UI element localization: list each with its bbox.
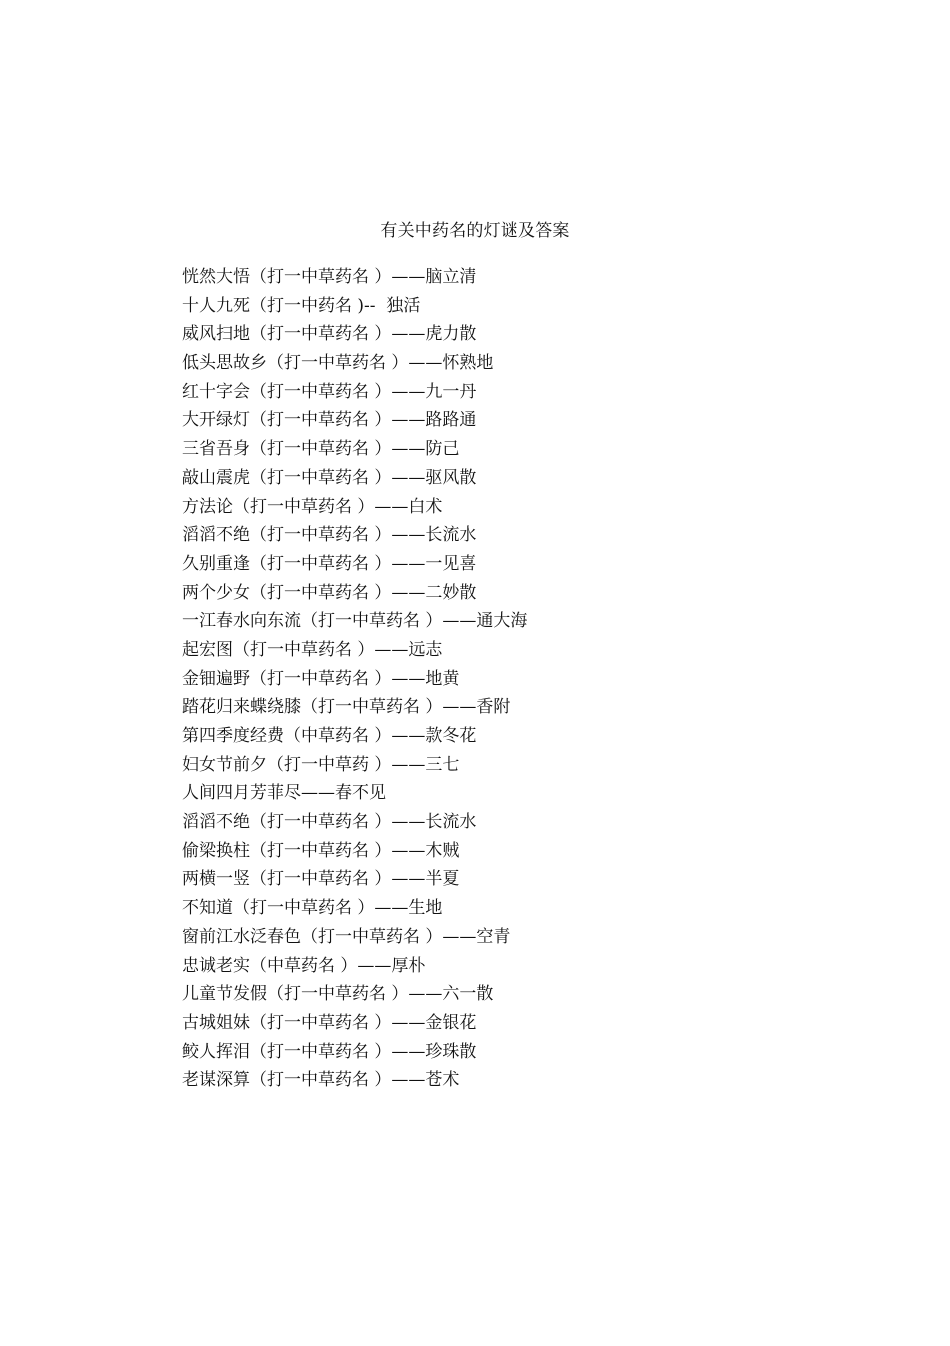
- riddle-line: 敲山震虎（打一中草药名 ）——驱风散: [182, 467, 477, 488]
- riddle-line: 偷梁换柱（打一中草药名 ）——木贼: [182, 840, 460, 861]
- riddle-line: 鲛人挥泪（打一中草药名 ）——珍珠散: [182, 1041, 477, 1062]
- riddle-line: 恍然大悟（打一中草药名 ）——脑立清: [182, 267, 477, 287]
- riddle-line: 人间四月芳菲尽——春不见: [182, 783, 386, 804]
- riddle-line: 老谋深算（打一中草药名 ）——苍术: [182, 1070, 460, 1091]
- riddle-line: 儿童节发假（打一中草药名 ）——六一散: [182, 984, 494, 1005]
- riddle-list: [182, 265, 742, 1097]
- riddle-line: 一江春水向东流（打一中草药名 ）——通大海: [182, 611, 528, 632]
- riddle-line: 忠诚老实（中草药名 ）——厚朴: [182, 955, 426, 976]
- riddle-line: 踏花归来蝶绕膝（打一中草药名 ）——香附: [182, 697, 511, 718]
- riddle-line: 第四季度经费（中草药名 ）——款冬花: [182, 726, 477, 746]
- riddle-line: 起宏图（打一中草药名 ）——远志: [182, 639, 443, 660]
- riddle-line: 久别重逢（打一中草药名 ）——一见喜: [182, 553, 477, 574]
- riddle-line: 滔滔不绝（打一中草药名 ）——长流水: [182, 812, 477, 833]
- riddle-line: 两横一竖（打一中草药名 ）——半夏: [182, 869, 460, 890]
- riddle-line: 滔滔不绝（打一中草药名 ）——长流水: [182, 525, 477, 546]
- riddle-line: 威风扫地（打一中草药名 ）——虎力散: [182, 324, 477, 345]
- riddle-line: 两个少女（打一中草药名 ）——二妙散: [182, 582, 477, 603]
- riddle-line: 方法论（打一中草药名 ）——白术: [182, 496, 443, 517]
- riddle-line: 三省吾身（打一中草药名 ）——防己: [182, 439, 460, 460]
- riddle-line: 窗前江水泛春色（打一中草药名 ）——空青: [182, 926, 511, 947]
- riddle-line: 金钿遍野（打一中草药名 ）——地黄: [182, 668, 460, 689]
- riddle-line: 红十字会（打一中草药名 ）——九一丹: [182, 381, 477, 402]
- riddle-line: 妇女节前夕（打一中草药 ）——三七: [182, 754, 460, 775]
- riddle-line: 低头思故乡（打一中草药名 ）——怀熟地: [182, 353, 494, 374]
- riddle-line: 古城姐妹（打一中草药名 ）——金银花: [182, 1012, 477, 1033]
- riddle-line: 不知道（打一中草药名 ）——生地: [182, 898, 443, 919]
- riddle-line: 十人九死（打一中药名 )-- 独活: [182, 295, 421, 316]
- riddle-line: 大开绿灯（打一中草药名 ）——路路通: [182, 410, 477, 431]
- document-title: 有关中药名的灯谜及答案: [380, 221, 570, 241]
